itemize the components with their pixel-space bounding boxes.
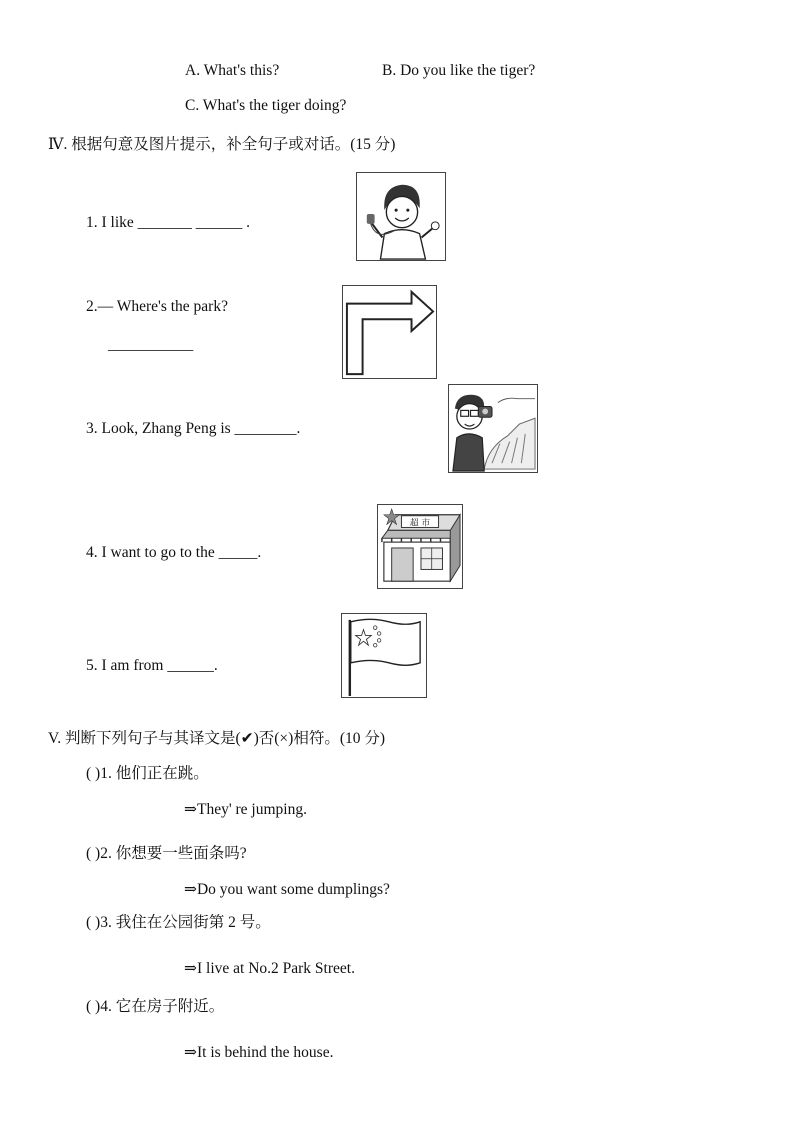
boy-illustration (357, 173, 445, 260)
chinese-sentence: 他们正在跳。 (115, 765, 209, 782)
china-flag-image (341, 613, 427, 698)
answer-paren[interactable]: ( )1. (86, 765, 112, 782)
chinese-sentence: 我住在公园街第 2 号。 (115, 914, 271, 931)
question-2: 2.— Where's the park? (86, 298, 228, 315)
chinese-sentence: 它在房子附近。 (115, 998, 225, 1015)
choice-a: A. What's this? (185, 62, 280, 79)
judge-item-4 (86, 997, 224, 1017)
choice-c: C. What's the tiger doing? (185, 97, 347, 114)
flag-illustration (342, 614, 426, 697)
question-2-answer-blank: ___________ (108, 336, 194, 353)
answer-paren[interactable]: ( )4. (86, 998, 112, 1015)
english-translation-2: ⇒Do you want some dumplings? (184, 881, 390, 898)
question-4: 4. I want to go to the _____. (86, 544, 262, 561)
question-1: 1. I like _______ ______ . (86, 214, 251, 231)
section-4-heading: Ⅳ. 根据句意及图片提示，补全句子或对话。(15 分) (48, 136, 396, 153)
english-translation-1: ⇒They' re jumping. (184, 801, 307, 818)
supermarket-illustration (378, 505, 462, 588)
judge-item-3 (86, 913, 271, 933)
zhang-peng-taking-photo-image (448, 384, 538, 473)
photo-taking-illustration (449, 385, 537, 472)
turn-right-arrow-icon (343, 286, 436, 378)
answer-paren[interactable]: ( )3. (86, 914, 112, 931)
answer-paren[interactable]: ( )2. (86, 845, 112, 862)
section-5-heading: V. 判断下列句子与其译文是(✔)否(×)相符。(10 分) (48, 730, 386, 747)
judge-item-1 (86, 764, 209, 784)
turn-right-arrow-image (342, 285, 437, 379)
shop-sign-text: 超 市 (409, 518, 431, 529)
english-translation-4: ⇒It is behind the house. (184, 1044, 334, 1061)
supermarket-image (377, 504, 463, 589)
choice-b: B. Do you like the tiger? (382, 62, 536, 79)
question-5: 5. I am from ______. (86, 657, 218, 674)
question-3: 3. Look, Zhang Peng is ________. (86, 420, 301, 437)
judge-item-2 (86, 844, 247, 864)
english-translation-3: ⇒I live at No.2 Park Street. (184, 960, 355, 977)
chinese-sentence: 你想要一些面条吗? (115, 845, 247, 862)
boy-listening-music-image (356, 172, 446, 261)
